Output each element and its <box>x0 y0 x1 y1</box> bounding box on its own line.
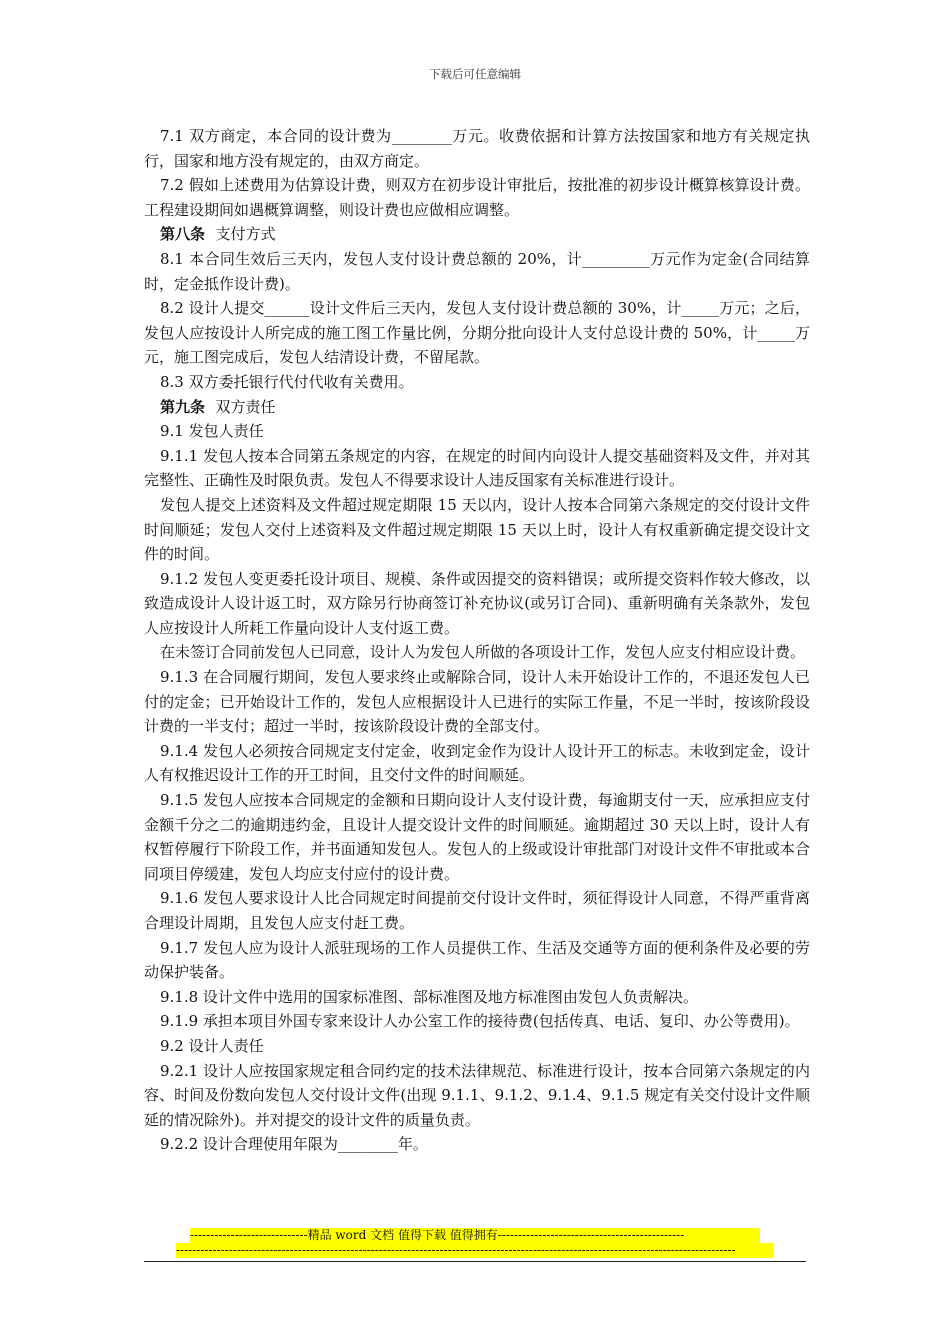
article-number: 第九条 <box>160 397 206 416</box>
clause-paragraph: 8.3 双方委托银行代付代收有关费用。 <box>160 372 414 391</box>
clause-paragraph: 发包人提交上述资料及文件超过规定期限 15 天以内，设计人按本合同第六条规定的交付设计文件时间顺延；发包人交付上述资料及文件超过规定期限 15 天以上时，设计人有权重新确定提交设计文件的时间。 <box>144 495 810 564</box>
article-number: 第八条 <box>160 225 206 244</box>
clause-paragraph: 9.2.2 设计合理使用年限为________年。 <box>160 1135 428 1154</box>
clause-paragraph: 9.1.7 发包人应为设计人派驻现场的工作人员提供工作、生活及交通等方面的便利条件及必要的劳动保护装备。 <box>144 938 810 982</box>
article-heading <box>144 222 810 247</box>
clause-paragraph: 7.1 双方商定，本合同的设计费为________万元。收费依据和计算方法按国家和地方有关规定执行，国家和地方没有规定的，由双方商定。 <box>144 127 810 170</box>
clause-paragraph: 8.2 设计人提交______设计文件后三天内，发包人支付设计费总额的 30%，计_____万元；之后，发包人应按设计人所完成的施工图工作量比例，分期分批向设计人支付总设计费的 50%，计_____万元，施工图完成后，发包人结清设计费，不留尾款。 <box>144 299 810 367</box>
footer-rule <box>144 1261 806 1262</box>
page-header: 下载后可任意编辑 <box>429 67 521 81</box>
clause-paragraph: 9.1.9 承担本项目外国专家来设计人办公室工作的接待费(包括传真、电话、复印、办公等费用)。 <box>160 1012 800 1031</box>
article-title: 支付方式 <box>215 225 276 244</box>
clause-paragraph: 9.1.8 设计文件中选用的国家标准图、部标准图及地方标准图由发包人负责解决。 <box>160 987 698 1006</box>
clause-paragraph: 9.1.3 在合同履行期间，发包人要求终止或解除合同，设计人未开始设计工作的，不退还发包人已付的定金；已开始设计工作的，发包人应根据设计人已进行的实际工作量，不足一半时，按该阶段设计费的一半支付；超过一半时，按该阶段设计费的全部支付。 <box>144 668 810 736</box>
clause-paragraph: 9.2 设计人责任 <box>160 1036 264 1055</box>
clause-paragraph: 9.1 发包人责任 <box>160 422 264 441</box>
article-heading <box>144 395 810 420</box>
page-footer <box>144 1228 808 1262</box>
footer-dash-line: ------------------------------------------------------------------------------------------------------------------------------------------ <box>176 1243 774 1258</box>
clause-paragraph: 9.2.1 设计人应按国家规定租合同约定的技术法律规范、标准进行设计，按本合同第六条规定的内容、时间及份数向发包人交付设计文件(出现 9.1.1、9.1.2、9.1.4、9.1.5 规定有关交付设计文件顺延的情况除外)。并对提交的设计文件的质量负责。 <box>144 1061 810 1129</box>
clause-paragraph: 9.1.4 发包人必须按合同规定支付定金，收到定金作为设计人设计开工的标志。未收到定金，设计人有权推迟设计工作的开工时间，且交付文件的时间顺延。 <box>144 741 810 785</box>
clause-paragraph: 9.1.1 发包人按本合同第五条规定的内容，在规定的时间内向设计人提交基础资料及文件，并对其完整性、正确性及时限负责。发包人不得要求设计人违反国家有关标准进行设计。 <box>144 446 810 490</box>
clause-paragraph: 9.1.5 发包人应按本合同规定的金额和日期向设计人支付设计费，每逾期支付一天，应承担应支付金额千分之二的逾期违约金，且设计人提交设计文件的时间顺延。逾期超过 30 天以上时，设计人有权暂停履行下阶段工作，并书面通知发包人。发包人的上级或设计审批部门对设计文件不审批或本合同项目停缓建，发包人均应支付应付的设计费。 <box>144 791 810 883</box>
footer-banner-line: -----------------------------精品 word 文档 值得下载 值得拥有---------------------------------------------- <box>190 1228 760 1243</box>
document-body <box>144 124 810 1157</box>
article-title: 双方责任 <box>215 397 276 416</box>
clause-paragraph: 8.1 本合同生效后三天内，发包人支付设计费总额的 20%，计_________万元作为定金(合同结算时，定金抵作设计费)。 <box>144 249 810 293</box>
clause-paragraph: 7.2 假如上述费用为估算设计费，则双方在初步设计审批后，按批准的初步设计概算核算设计费。工程建设期间如遇概算调整，则设计费也应做相应调整。 <box>144 176 810 219</box>
clause-paragraph: 9.1.6 发包人要求设计人比合同规定时间提前交付设计文件时，须征得设计人同意，不得严重背离合理设计周期，且发包人应支付赶工费。 <box>144 889 810 932</box>
clause-paragraph: 在未签订合同前发包人已同意，设计人为发包人所做的各项设计工作，发包人应支付相应设计费。 <box>160 643 806 662</box>
clause-paragraph: 9.1.2 发包人变更委托设计项目、规模、条件或因提交的资料错误；或所提交资料作较大修改，以致造成设计人设计返工时，双方除另行协商签订补充协议(或另订合同)、重新明确有关条款外，发包人应按设计人所耗工作量向设计人支付返工费。 <box>144 569 810 637</box>
